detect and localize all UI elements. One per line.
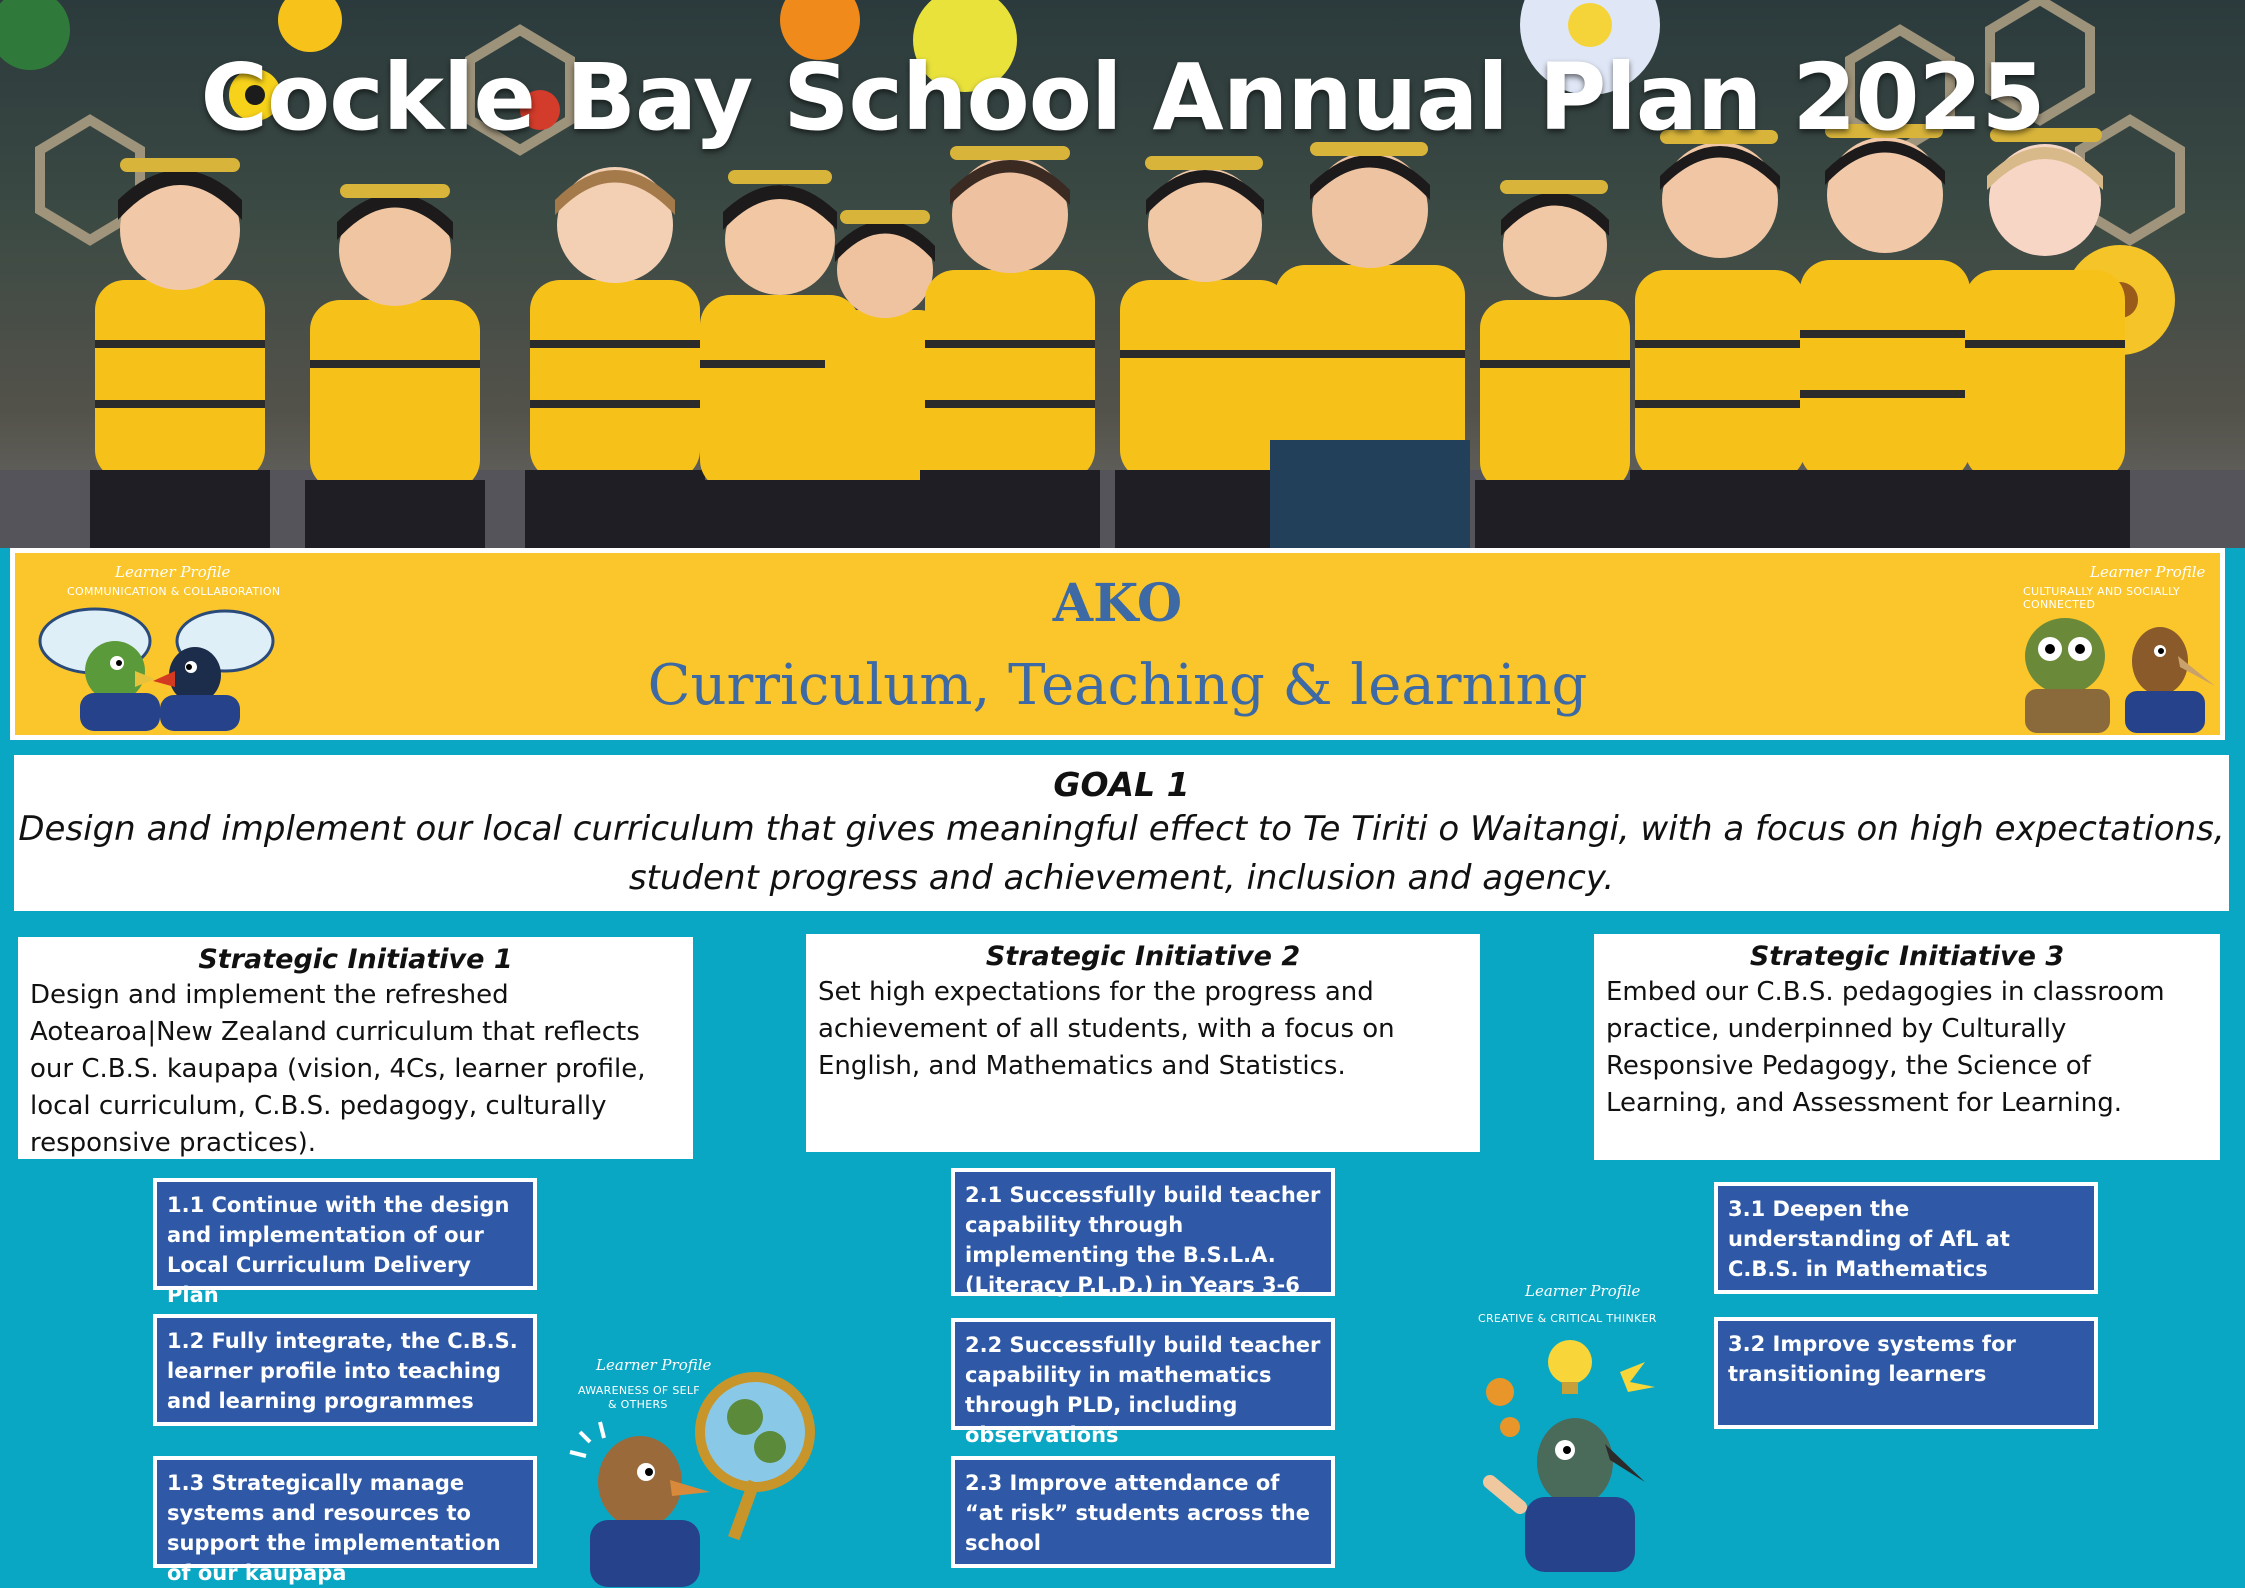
initiative-1-text: Design and implement the refreshed Aotearoa|New Zealand curriculum that reflects our C.B.S. kaupapa (vision, 4Cs, learner profile, local curriculum, C.B.S. pedagogy, culturally responsive practices). xyxy=(30,980,646,1158)
initiative-3-title: Strategic Initiative 3 xyxy=(1749,941,2065,972)
bird-with-lightbulb-mascot-icon xyxy=(1470,1332,1670,1572)
left-profile-caption: COMMUNICATION & COLLABORATION xyxy=(67,585,281,598)
left-profile-label: Learner Profile xyxy=(115,563,231,581)
strategic-initiative-3 xyxy=(1594,934,2220,1160)
strategic-initiative-2 xyxy=(806,934,1480,1152)
kiwi-with-magnifier-mascot-icon xyxy=(560,1362,820,1587)
page-title: Cockle Bay School Annual Plan 2025 xyxy=(200,44,2045,151)
initiative-3-text: Embed our C.B.S. pedagogies in classroom practice, underpinned by Culturally Responsive Pedagogy, the Science of Learning, and Assessment for Learning. xyxy=(1606,977,2165,1118)
banner-heading: AKO xyxy=(1052,573,1183,634)
owl-and-kiwi-mascot-icon xyxy=(2010,601,2220,733)
right-profile-label: Learner Profile xyxy=(2090,563,2206,581)
action-1-3: 1.3 Strategically manage systems and resources to support the implementation of our kaupapa xyxy=(153,1456,537,1568)
goal-title: GOAL 1 xyxy=(1053,765,1190,804)
awareness-profile-label: Learner Profile xyxy=(596,1356,712,1374)
action-3-1: 3.1 Deepen the understanding of AfL at C.B.S. in Mathematics xyxy=(1714,1182,2098,1294)
action-1-2: 1.2 Fully integrate, the C.B.S. learner profile into teaching and learning programmes xyxy=(153,1314,537,1426)
creative-profile-label: Learner Profile xyxy=(1525,1282,1641,1300)
initiative-2-title: Strategic Initiative 2 xyxy=(985,941,1301,972)
hero-photo xyxy=(0,0,2245,548)
awareness-profile-caption-1: AWARENESS OF SELF xyxy=(578,1384,700,1397)
action-3-2: 3.2 Improve systems for transitioning learners xyxy=(1714,1317,2098,1429)
action-2-3: 2.3 Improve attendance of “at risk” students across the school xyxy=(951,1456,1335,1568)
creative-profile-caption: CREATIVE & CRITICAL THINKER xyxy=(1478,1312,1657,1325)
action-2-2: 2.2 Successfully build teacher capability in mathematics through PLD, including observations xyxy=(951,1318,1335,1430)
ako-banner xyxy=(10,548,2225,740)
action-2-1: 2.1 Successfully build teacher capability through implementing the B.S.L.A. (Literacy P.L.D.) in Years 3-6 xyxy=(951,1168,1335,1296)
initiative-2-text: Set high expectations for the progress and achievement of all students, with a focus on English, and Mathematics and Statistics. xyxy=(818,977,1395,1081)
goal-line-2: student progress and achievement, inclusion and agency. xyxy=(628,858,1615,898)
action-1-1: 1.1 Continue with the design and implementation of our Local Curriculum Delivery Plan xyxy=(153,1178,537,1290)
goal-line-1: Design and implement our local curriculum that gives meaningful effect to Te Tiriti o Waitangi, with a focus on high expectations, xyxy=(18,809,2225,849)
initiative-1-title: Strategic Initiative 1 xyxy=(198,944,513,975)
strategic-initiative-1 xyxy=(18,937,693,1159)
right-profile-caption: CULTURALLY AND SOCIALLY CONNECTED xyxy=(2023,585,2181,611)
awareness-profile-caption-2: & OTHERS xyxy=(608,1398,668,1411)
banner-subheading: Curriculum, Teaching & learning xyxy=(647,653,1588,718)
goal-panel xyxy=(14,755,2229,911)
